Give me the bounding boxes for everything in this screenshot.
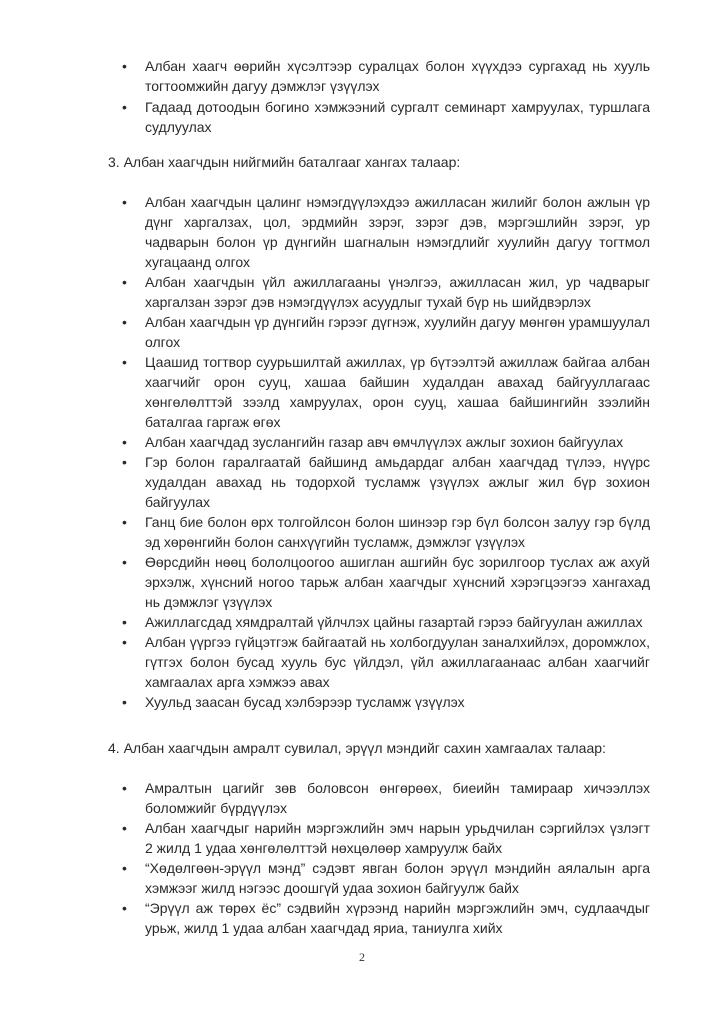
- list-item: [122, 512, 650, 552]
- section-4-heading: 4. Албан хаагчдын амралт сувилал, эрүүл мэндийг сахин хамгаалах талаар:: [108, 740, 606, 756]
- list-item-text: “Хөдөлгөөн-эрүүл мэнд” сэдэвт явган болон эрүүл мэндийн аялалын арга хэмжээг жилд нэгээс доошгүй удаа зохион байгуулж байх: [145, 860, 650, 896]
- list-item: [122, 692, 650, 712]
- list-item-text: Хуульд заасан бусад хэлбэрээр тусламж үзүүлэх: [145, 694, 465, 710]
- list-item-text: Албан үүргээ гүйцэтгэж байгаатай нь холбогдуулан заналхийлэх, доромжлох, гүтгэх болон бусад хууль бус үйлдэл, үйл ажиллагаанаас албан хаагчийг хамгаалах арга хэмжээ авах: [145, 634, 650, 690]
- bullet-icon: •: [122, 900, 127, 916]
- list-item-text: Ганц бие болон өрх толгойлсон болон шинээр гэр бүл болсон залуу гэр бүлд эд хөрөнгийн болон санхүүгийн тусламж, дэмжлэг үзүүлэх: [145, 514, 650, 550]
- list-item-text: Гэр болон гаралгаатай байшинд амьдардаг албан хаагчдад түлээ, нүүрс худалдан авахад нь тодорхой тусламж үзүүлэх ажлыг жил бүр зохион байгуулах: [145, 454, 650, 510]
- list-item: [122, 272, 650, 312]
- list-item-text: Өөрсдийн нөөц бололцоогоо ашиглан ашгийн бус зорилгоор туслах аж ахуй эрхэлж, хүнсний ногоо тарьж албан хаагчдыг хүнсний хэрэгцээгээ хангахад нь дэмжлэг үзүүлэх: [145, 554, 650, 610]
- list-item-text: Цаашид тогтвор суурьшилтай ажиллах, үр бүтээлтэй ажиллаж байгаа албан хаагчийг орон сууц, хашаа байшин худалдан авахад байгууллагаас хөнгөлөлттэй зээлд хамруулах, орон сууц, хашаа байшингийн зээлийн баталгаа гаргаж өгөх: [145, 354, 650, 430]
- section-3-heading: 3. Албан хаагчдын нийгмийн баталгааг хангах талаар:: [108, 154, 461, 170]
- list-item: [122, 898, 650, 938]
- list-item-text: Гадаад дотоодын богино хэмжээний сургалт семинарт хамруулах, туршлага судлуулах: [145, 99, 650, 135]
- list-item-text: Албан хаагчдын үйл ажиллагааны үнэлгээ, ажилласан жил, ур чадварыг харгалзан зэрэг дэв нэмэгдүүлэх асуудлыг тухай бүр нь шийдвэрлэх: [145, 274, 650, 310]
- bullet-icon: •: [122, 314, 127, 330]
- list-item-text: Албан хаагчдыг нарийн мэргэжлийн эмч нарын урьдчилан сэргийлэх үзлэгт 2 жилд 1 удаа хөнгөлөлттэй нөхцөлөөр хамруулж байх: [145, 820, 650, 856]
- bullet-icon: •: [122, 694, 127, 710]
- list-item: [122, 632, 650, 692]
- page-number: 2: [359, 950, 365, 964]
- list-item-text: Албан хаагчдад зуслангийн газар авч өмчлүүлэх ажлыг зохион байгуулах: [145, 434, 624, 450]
- bullet-icon: •: [122, 554, 127, 570]
- bullet-icon: •: [122, 58, 127, 74]
- bullet-list: [122, 56, 650, 137]
- list-item-text: Албан хаагч өөрийн хүсэлтээр суралцах болон хүүхдээ сургахад нь хууль тогтоомжийн дагуу дэмжлэг үзүүлэх: [145, 58, 650, 94]
- bullet-icon: •: [122, 194, 127, 210]
- section-4-list: [122, 778, 650, 938]
- bullet-icon: •: [122, 454, 127, 470]
- list-item: [122, 612, 650, 632]
- list-item: [122, 352, 650, 432]
- list-item-text: Ажиллагсдад хямдралтай үйлчлэх цайны газартай гэрээ байгуулан ажиллах: [145, 614, 643, 630]
- list-item: [122, 192, 650, 272]
- bullet-icon: •: [122, 354, 127, 370]
- list-item: [122, 858, 650, 898]
- bullet-icon: •: [122, 434, 127, 450]
- list-item-text: “Эрүүл аж төрөх ёс” сэдвийн хүрээнд нарийн мэргэжлийн эмч, судлаачдыг урьж, жилд 1 удаа албан хаагчдад яриа, таниулга хийх: [145, 900, 650, 936]
- list-item: [122, 56, 650, 96]
- list-item: [122, 452, 650, 512]
- section-2-continuation: [122, 56, 650, 137]
- bullet-list: [122, 778, 650, 938]
- list-item-text: Албан хаагчдын цалинг нэмэгдүүлэхдээ ажилласан жилийг болон ажлын үр дүнг харгалзах, цол, эрдмийн зэрэг, зэрэг дэв, мэргэшлийн зэрэг, ур чадварын болон үр дүнгийн шагналын нэмэгдлийг хуулийн дагуу тогтмол хугацаанд олгох: [145, 194, 650, 270]
- bullet-icon: •: [122, 514, 127, 530]
- bullet-icon: •: [122, 780, 127, 796]
- list-item-text: Албан хаагчдын үр дүнгийн гэрээг дүгнэж, хуулийн дагуу мөнгөн урамшуулал олгох: [145, 314, 650, 350]
- bullet-list: [122, 192, 650, 712]
- bullet-icon: •: [122, 860, 127, 876]
- list-item: [122, 552, 650, 612]
- bullet-icon: •: [122, 634, 127, 650]
- list-item-text: Амралтын цагийг зөв боловсон өнгөрөөх, биеийн тамираар хичээллэх боломжийг бүрдүүлэх: [145, 780, 650, 816]
- list-item: [122, 818, 650, 858]
- list-item: [122, 97, 650, 137]
- bullet-icon: •: [122, 99, 127, 115]
- list-item: [122, 778, 650, 818]
- bullet-icon: •: [122, 820, 127, 836]
- list-item: [122, 432, 650, 452]
- list-item: [122, 312, 650, 352]
- bullet-icon: •: [122, 274, 127, 290]
- section-3-list: [122, 192, 650, 712]
- bullet-icon: •: [122, 614, 127, 630]
